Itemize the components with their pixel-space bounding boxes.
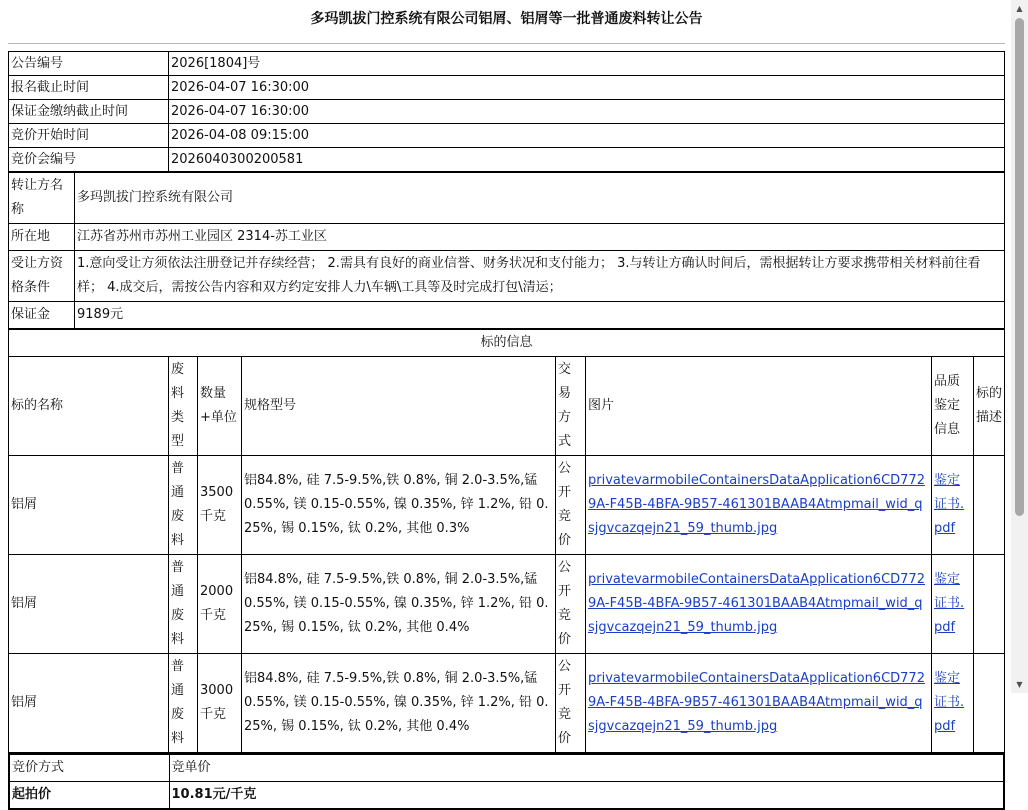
notice-row: [9, 100, 1005, 124]
deposit-label: 保证金: [9, 302, 75, 329]
bid-method-label: 竞价方式: [9, 754, 169, 782]
cell-quantity: 3000千克: [198, 654, 242, 753]
cell-item-description: [974, 456, 1005, 555]
scroll-up-arrow-icon[interactable]: ▲: [1016, 4, 1023, 13]
cell-quality-link: [932, 555, 974, 654]
image-link[interactable]: privatevarmobileContainersDataApplication6CD7729A-F45B-4BFA-9B57-461301BAAB4Atmpmail_wid_qsjgvcazqejn21_59_thumb.jpg: [588, 572, 925, 635]
header-description: 标的描述: [974, 357, 1005, 456]
notice-row: [9, 76, 1005, 100]
notice-value: 2026[1804]号: [169, 52, 1005, 76]
item-row: [9, 654, 1005, 753]
image-link[interactable]: privatevarmobileContainersDataApplication6CD7729A-F45B-4BFA-9B57-461301BAAB4Atmpmail_wid_qsjgvcazqejn21_59_thumb.jpg: [588, 671, 925, 734]
item-section-title: 标的信息: [9, 330, 1005, 357]
notice-row: [9, 124, 1005, 148]
header-quality: 品质鉴定信息: [932, 357, 974, 456]
quality-link[interactable]: 鉴定证书.pdf: [934, 572, 965, 635]
notice-row: [9, 52, 1005, 76]
item-row: [9, 555, 1005, 654]
cell-quality-link: [932, 654, 974, 753]
notice-label: 公告编号: [9, 52, 169, 76]
start-price-value: 10.81元/千克: [169, 782, 1004, 810]
notice-label: 竞价会编号: [9, 148, 169, 172]
notice-value: 2026-04-08 09:15:00: [169, 124, 1005, 148]
cell-quantity: 3500千克: [198, 456, 242, 555]
cell-waste-type: 普通废料: [169, 555, 198, 654]
start-price-label: 起拍价: [9, 782, 169, 810]
cell-trade-mode: 公开竞价: [556, 654, 586, 753]
item-row: [9, 456, 1005, 555]
header-trade-mode: 交易方式: [556, 357, 586, 456]
quality-link[interactable]: 鉴定证书.pdf: [934, 671, 965, 734]
seller-name-label: 转让方名称: [9, 173, 75, 224]
quality-link[interactable]: 鉴定证书.pdf: [934, 473, 965, 536]
header-waste-type: 废料类型: [169, 357, 198, 456]
cell-waste-type: 普通废料: [169, 654, 198, 753]
vertical-scrollbar[interactable]: [1011, 0, 1028, 693]
cell-image-link: [586, 555, 932, 654]
header-image: 图片: [586, 357, 932, 456]
cell-quality-link: [932, 456, 974, 555]
cell-spec: 铝84.8%, 硅 7.5-9.5%,铁 0.8%, 铜 2.0-3.5%,锰 0.55%, 镁 0.15-0.55%, 镍 0.35%, 锌 1.2%, 铅 0.25%, 锡 0.15%, 钛 0.2%, 其他 0.3%: [242, 456, 556, 555]
item-info-table: [8, 329, 1005, 753]
notice-info-table: [8, 51, 1005, 172]
cell-trade-mode: 公开竞价: [556, 456, 586, 555]
cell-image-link: [586, 654, 932, 753]
cell-image-link: [586, 456, 932, 555]
cell-spec: 铝84.8%, 硅 7.5-9.5%,铁 0.8%, 铜 2.0-3.5%,锰 0.55%, 镁 0.15-0.55%, 镍 0.35%, 锌 1.2%, 铅 0.25%, 锡 0.15%, 钛 0.2%, 其他 0.4%: [242, 654, 556, 753]
cell-item-description: [974, 555, 1005, 654]
location-label: 所在地: [9, 224, 75, 251]
notice-value: 2026040300200581: [169, 148, 1005, 172]
cell-spec: 铝84.8%, 硅 7.5-9.5%,铁 0.8%, 铜 2.0-3.5%,锰 0.55%, 镁 0.15-0.55%, 镍 0.35%, 锌 1.2%, 铅 0.25%, 锡 0.15%, 钛 0.2%, 其他 0.4%: [242, 555, 556, 654]
cell-item-name: 铝屑: [9, 555, 169, 654]
notice-label: 保证金缴纳截止时间: [9, 100, 169, 124]
scrollbar-thumb[interactable]: [1015, 18, 1024, 516]
qualification-value: 1.意向受让方须依法注册登记并存续经营； 2.需具有良好的商业信誉、财务状况和支付能力； 3.与转让方确认时间后，需根据转让方要求携带相关材料前往看样； 4.成交后，需按公告内容和双方约定安排人力\车辆\工具等及时完成打包\清运；: [75, 251, 1005, 302]
bid-method-value: 竞单价: [169, 754, 1004, 782]
page-title: 多玛凯拔门控系统有限公司铝屑、铝屑等一批普通废料转让公告: [310, 11, 703, 27]
notice-row: [9, 148, 1005, 172]
notice-value: 2026-04-07 16:30:00: [169, 76, 1005, 100]
notice-label: 报名截止时间: [9, 76, 169, 100]
notice-value: 2026-04-07 16:30:00: [169, 100, 1005, 124]
location-value: 江苏省苏州市苏州工业园区 2314-苏工业区: [75, 224, 1005, 251]
cell-trade-mode: 公开竞价: [556, 555, 586, 654]
seller-info-table: [8, 172, 1005, 329]
header-item-name: 标的名称: [9, 357, 169, 456]
title-divider: [8, 43, 1005, 44]
notice-label: 竞价开始时间: [9, 124, 169, 148]
qualification-label: 受让方资格条件: [9, 251, 75, 302]
cell-item-name: 铝屑: [9, 456, 169, 555]
scroll-down-arrow-icon[interactable]: ▼: [1016, 680, 1023, 689]
cell-item-description: [974, 654, 1005, 753]
header-spec: 规格型号: [242, 357, 556, 456]
deposit-value: 9189元: [75, 302, 1005, 329]
cell-quantity: 2000千克: [198, 555, 242, 654]
announcement-page: [8, 0, 1005, 810]
cell-item-name: 铝屑: [9, 654, 169, 753]
image-link[interactable]: privatevarmobileContainersDataApplication6CD7729A-F45B-4BFA-9B57-461301BAAB4Atmpmail_wid_qsjgvcazqejn21_59_thumb.jpg: [588, 473, 925, 536]
seller-name-value: 多玛凯拔门控系统有限公司: [75, 173, 1005, 224]
cell-waste-type: 普通废料: [169, 456, 198, 555]
header-quantity: 数量+单位: [198, 357, 242, 456]
bidding-info-table: [8, 753, 1005, 810]
